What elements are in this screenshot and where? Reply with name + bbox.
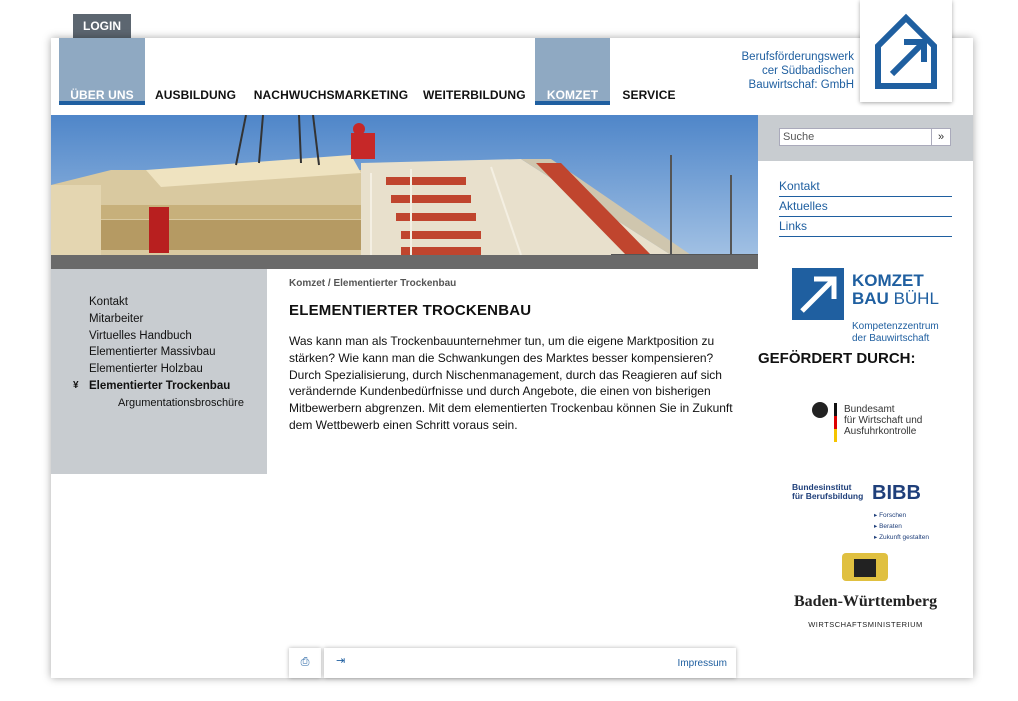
- nav-item-komzet[interactable]: KOMZET: [535, 38, 610, 105]
- roof-construction-photo: [51, 115, 758, 269]
- sidebar-item-label: Elementierter Trockenbau: [89, 379, 231, 392]
- bibb-tag1: ▸ Forschen: [874, 512, 907, 519]
- quick-link-aktuelles[interactable]: Aktuelles: [779, 197, 952, 217]
- komzet-logo[interactable]: [792, 268, 939, 344]
- print-icon[interactable]: ⎙: [289, 648, 321, 678]
- quick-link-links[interactable]: Links: [779, 217, 952, 237]
- main-content: [289, 278, 739, 434]
- nav-item-ausbildung[interactable]: AUSBILDUNG: [155, 88, 236, 102]
- sidebar-nav: [51, 269, 267, 474]
- bafa-line3: Ausfuhrkontrolle: [844, 426, 917, 437]
- nav-item-weiterbildung[interactable]: WEITERBILDUNG: [423, 88, 526, 102]
- sponsor-column: [758, 243, 973, 629]
- komzet-sub1: Kompetenzzentrum: [852, 321, 939, 332]
- nav-item-ueber-uns[interactable]: ÜBER UNS: [59, 38, 145, 105]
- bw-logo[interactable]: [794, 553, 937, 610]
- bafa-line2: für Wirtschaft und: [844, 415, 923, 426]
- sidebar-item-trockenbau[interactable]: [51, 378, 267, 395]
- share-icon[interactable]: ⇥: [336, 655, 346, 667]
- bibb-tag3: ▸ Zukunft gestalten: [874, 534, 929, 541]
- sidebar-item-massivbau[interactable]: Elementierter Massivbau: [89, 346, 216, 359]
- org-line-3: Bauwirtschaf: GmbH: [748, 79, 854, 91]
- login-tab[interactable]: LOGIN: [73, 14, 131, 38]
- impressum-link[interactable]: Impressum: [677, 658, 727, 669]
- quick-link-kontakt[interactable]: Kontakt: [779, 177, 952, 197]
- nav-item-service[interactable]: SERVICE: [622, 88, 676, 102]
- footer-bar: [324, 648, 736, 678]
- quick-links: [779, 177, 952, 237]
- bafa-line1: Bundesamt: [844, 404, 895, 415]
- nav-item-nachwuchsmarketing[interactable]: NACHWUCHSMARKETING: [253, 88, 409, 102]
- search-panel: [758, 115, 973, 161]
- sidebar-item-kontakt[interactable]: Kontakt: [89, 296, 128, 308]
- gefoerdert-heading: GEFÖRDERT DURCH:: [758, 350, 916, 367]
- breadcrumb: [289, 278, 739, 289]
- bw-name: Baden-Württemberg: [794, 593, 938, 610]
- hero-image: [51, 115, 758, 269]
- house-arrow-icon: [860, 0, 952, 102]
- bafa-logo[interactable]: [812, 402, 922, 442]
- house-arrow-logo[interactable]: [860, 0, 952, 102]
- org-line-2: cer Südbadischen: [761, 65, 854, 77]
- breadcrumb-current: Elementierter Trockenbau: [333, 278, 457, 289]
- komzet-line1: KOMZET: [852, 271, 924, 290]
- sponsor-logos: [758, 243, 973, 613]
- page-frame: [51, 38, 973, 678]
- bibb-line1: Bundesinstitut: [792, 482, 852, 492]
- sidebar-item-mitarbeiter[interactable]: Mitarbeiter: [89, 312, 144, 325]
- sidebar-item-holzbau[interactable]: Elementierter Holzbau: [89, 363, 203, 376]
- bibb-tag2: ▸ Beraten: [874, 523, 902, 530]
- breadcrumb-komzet[interactable]: Komzet: [289, 278, 326, 289]
- double-chevron-right-icon[interactable]: »: [931, 128, 951, 146]
- komzet-line2: BAU BÜHL: [852, 289, 939, 308]
- sidebar-item-argumentationsbroschuere[interactable]: Argumentationsbroschüre: [118, 396, 244, 409]
- org-name: [711, 50, 854, 92]
- org-line-1: Berufsförderungswerk: [741, 51, 854, 63]
- bibb-logo[interactable]: [792, 482, 929, 541]
- double-chevron-down-icon: ¥: [73, 379, 79, 391]
- page-title: ELEMENTIERTER TROCKENBAU: [289, 302, 532, 319]
- bw-subtitle: WIRTSCHAFTSMINISTERIUM: [808, 620, 923, 629]
- bibb-wordmark: BIBB: [872, 482, 921, 504]
- komzet-sub2: der Bauwirtschaft: [852, 333, 930, 344]
- sidebar-item-virtuelles-handbuch[interactable]: Virtuelles Handbuch: [89, 329, 192, 342]
- body-paragraph: Was kann man als Trockenbauunternehmer tun, um die eigene Marktposition zu stärken? Wie kann man die Schwankungen des Marktes besser kompensieren? Durch Spezialisierung, durch Nischenmanagement, durch das Reagieren auf sich verändernde Kundenbedürfnisse und durch Angebote, die einen von bisherigen Mitbewerbern abgrenzen. Mit dem elementierten Trockenbau können Sie in Zukunft dem Wettbewerb einen Schritt voraus sein.: [289, 334, 733, 432]
- bibb-line2: für Berufsbildung: [792, 491, 864, 501]
- search-input[interactable]: Suche: [779, 128, 934, 146]
- breadcrumb-separator: /: [325, 278, 334, 289]
